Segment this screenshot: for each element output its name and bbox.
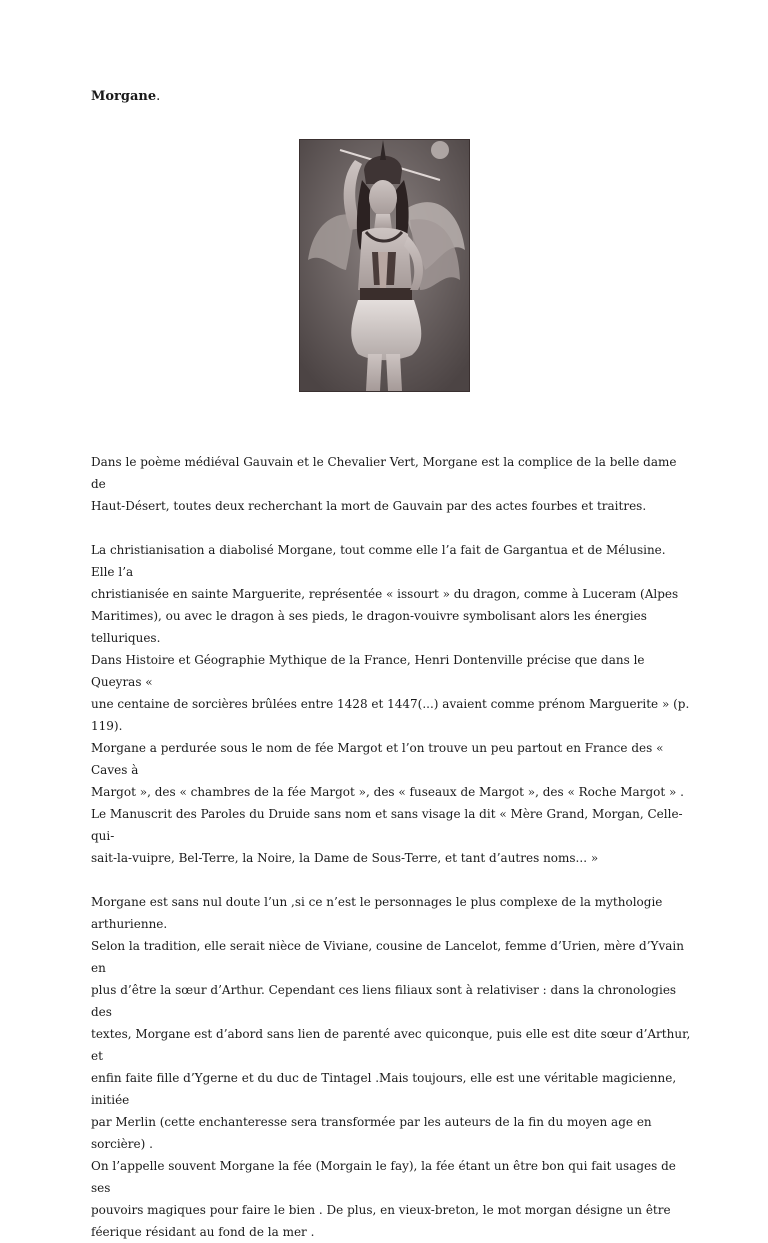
text-line: enfin faite fille d’Ygerne et du duc de Tintagel .Mais toujours, elle est une véritable magicienne, initiée <box>91 1071 677 1107</box>
text-line: Le Manuscrit des Paroles du Druide sans nom et sans visage la dit « Mère Grand, Morgan, Celle-qui- <box>91 807 683 843</box>
text-line: arthurienne. <box>91 917 168 931</box>
text-line: Morgane a perdurée sous le nom de fée Margot et l’on trouve un peu partout en France des « Caves à <box>91 741 664 777</box>
paragraph-gap <box>91 517 691 539</box>
title-text: Morgane <box>91 89 157 104</box>
text-line: Haut-Désert, toutes deux recherchant la mort de Gauvain par des actes fourbes et traitres. <box>91 499 647 513</box>
text-line: une centaine de sorcières brûlées entre 1428 et 1447(...) avaient comme prénom Marguerite » (p. 119). <box>91 697 690 733</box>
text-line: On l’appelle souvent Morgane la fée (Morgain le fay), la fée étant un être bon qui fait usages de ses <box>91 1159 676 1195</box>
text-line: plus d’être la sœur d’Arthur. Cependant ces liens filiaux sont à relativiser : dans la chronologies des <box>91 983 677 1019</box>
article-body <box>91 451 691 1243</box>
text-line: par Merlin (cette enchanteresse sera transformée par les auteurs de la fin du moyen age en sorcière) . <box>91 1115 652 1151</box>
text-line: féerique résidant au fond de la mer . <box>91 1225 315 1239</box>
paragraph <box>91 539 691 869</box>
text-line: pouvoirs magiques pour faire le bien . De plus, en vieux-breton, le mot morgan désigne un être <box>91 1203 671 1217</box>
page-title <box>91 89 160 104</box>
text-line: Dans le poème médiéval Gauvain et le Chevalier Vert, Morgane est la complice de la belle dame de <box>91 455 677 491</box>
paragraph <box>91 451 691 517</box>
text-line: Maritimes), ou avec le dragon à ses pieds, le dragon-vouivre symbolisant alors les énergies telluriques. <box>91 609 647 645</box>
morgane-photo <box>299 139 470 392</box>
morgane-illustration <box>300 140 469 391</box>
paragraph-gap <box>91 869 691 891</box>
title-period: . <box>156 89 161 104</box>
text-line: textes, Morgane est d’abord sans lien de parenté avec quiconque, puis elle est dite sœur d’Arthur, et <box>91 1027 691 1063</box>
text-line: Selon la tradition, elle serait nièce de Viviane, cousine de Lancelot, femme d’Urien, mère d’Yvain en <box>91 939 684 975</box>
text-line: Margot », des « chambres de la fée Margot », des « fuseaux de Margot », des « Roche Margot » . <box>91 785 684 799</box>
text-line: sait-la-vuipre, Bel-Terre, la Noire, la Dame de Sous-Terre, et tant d’autres noms... » <box>91 851 599 865</box>
paragraph <box>91 891 691 1243</box>
text-line: Dans Histoire et Géographie Mythique de la France, Henri Dontenville précise que dans le Queyras « <box>91 653 645 689</box>
text-line: christianisée en sainte Marguerite, représentée « issourt » du dragon, comme à Luceram (Alpes <box>91 587 679 601</box>
text-line: Morgane est sans nul doute l’un ,si ce n’est le personnages le plus complexe de la mythologie <box>91 895 663 909</box>
text-line: La christianisation a diabolisé Morgane, tout comme elle l’a fait de Gargantua et de Mélusine. Elle l’a <box>91 543 666 579</box>
